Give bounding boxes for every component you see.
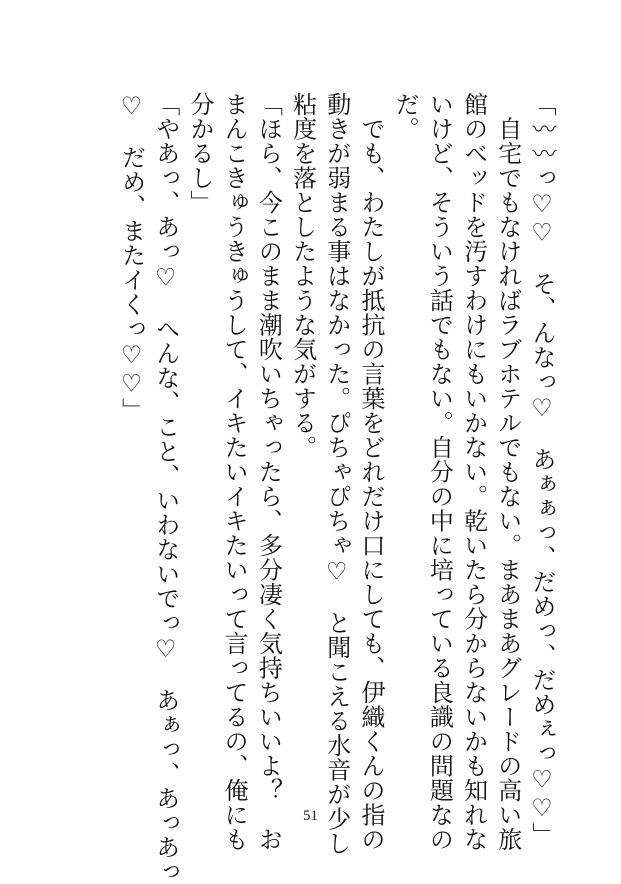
- text-line-10: まんこきゅうきゅうして、イキたいイキたいって言ってるの、俺にも: [220, 92, 249, 852]
- text-line-1: 「〰〰っ♡♡ そ、んなっ♡ あぁぁっ、だめっ、だめぇっ♡♡」: [528, 92, 556, 847]
- text-line-13: ♡ だめ、またイくっ♡♡」: [117, 92, 146, 423]
- text-line-5: だ。: [391, 92, 420, 141]
- text-line-12: 「やあっ、あっ♡ へんな、こと、いわないでっ♡ あぁっ、あっあっ: [151, 92, 180, 884]
- text-line-8: 粘度を落としたような気がする。: [288, 92, 317, 460]
- text-line-11: 分かるし」: [185, 92, 214, 215]
- text-line-7: 動きが弱まる事はなかった。ぴちゃぴちゃ♡ と聞こえる水音が少し: [322, 92, 351, 856]
- page-number: 51: [303, 808, 318, 824]
- text-line-9: 「ほら、今このまま潮吹いちゃったら、多分凄く気持ちいいよ？ お: [254, 92, 283, 852]
- text-line-4: いけど、そういう話でもない。自分の中に培っている良識の問題なの: [425, 92, 454, 852]
- text-line-3: 館のベッドを汚すわけにもいかない。乾いたら分からないかも知れな: [459, 92, 488, 852]
- text-line-6: でも、わたしが抵抗の言葉をどれだけ口にしても、伊織くんの指の: [356, 92, 385, 852]
- text-line-2: 自宅でもなければラブホテルでもない。まあまあグレードの高い旅: [493, 92, 522, 852]
